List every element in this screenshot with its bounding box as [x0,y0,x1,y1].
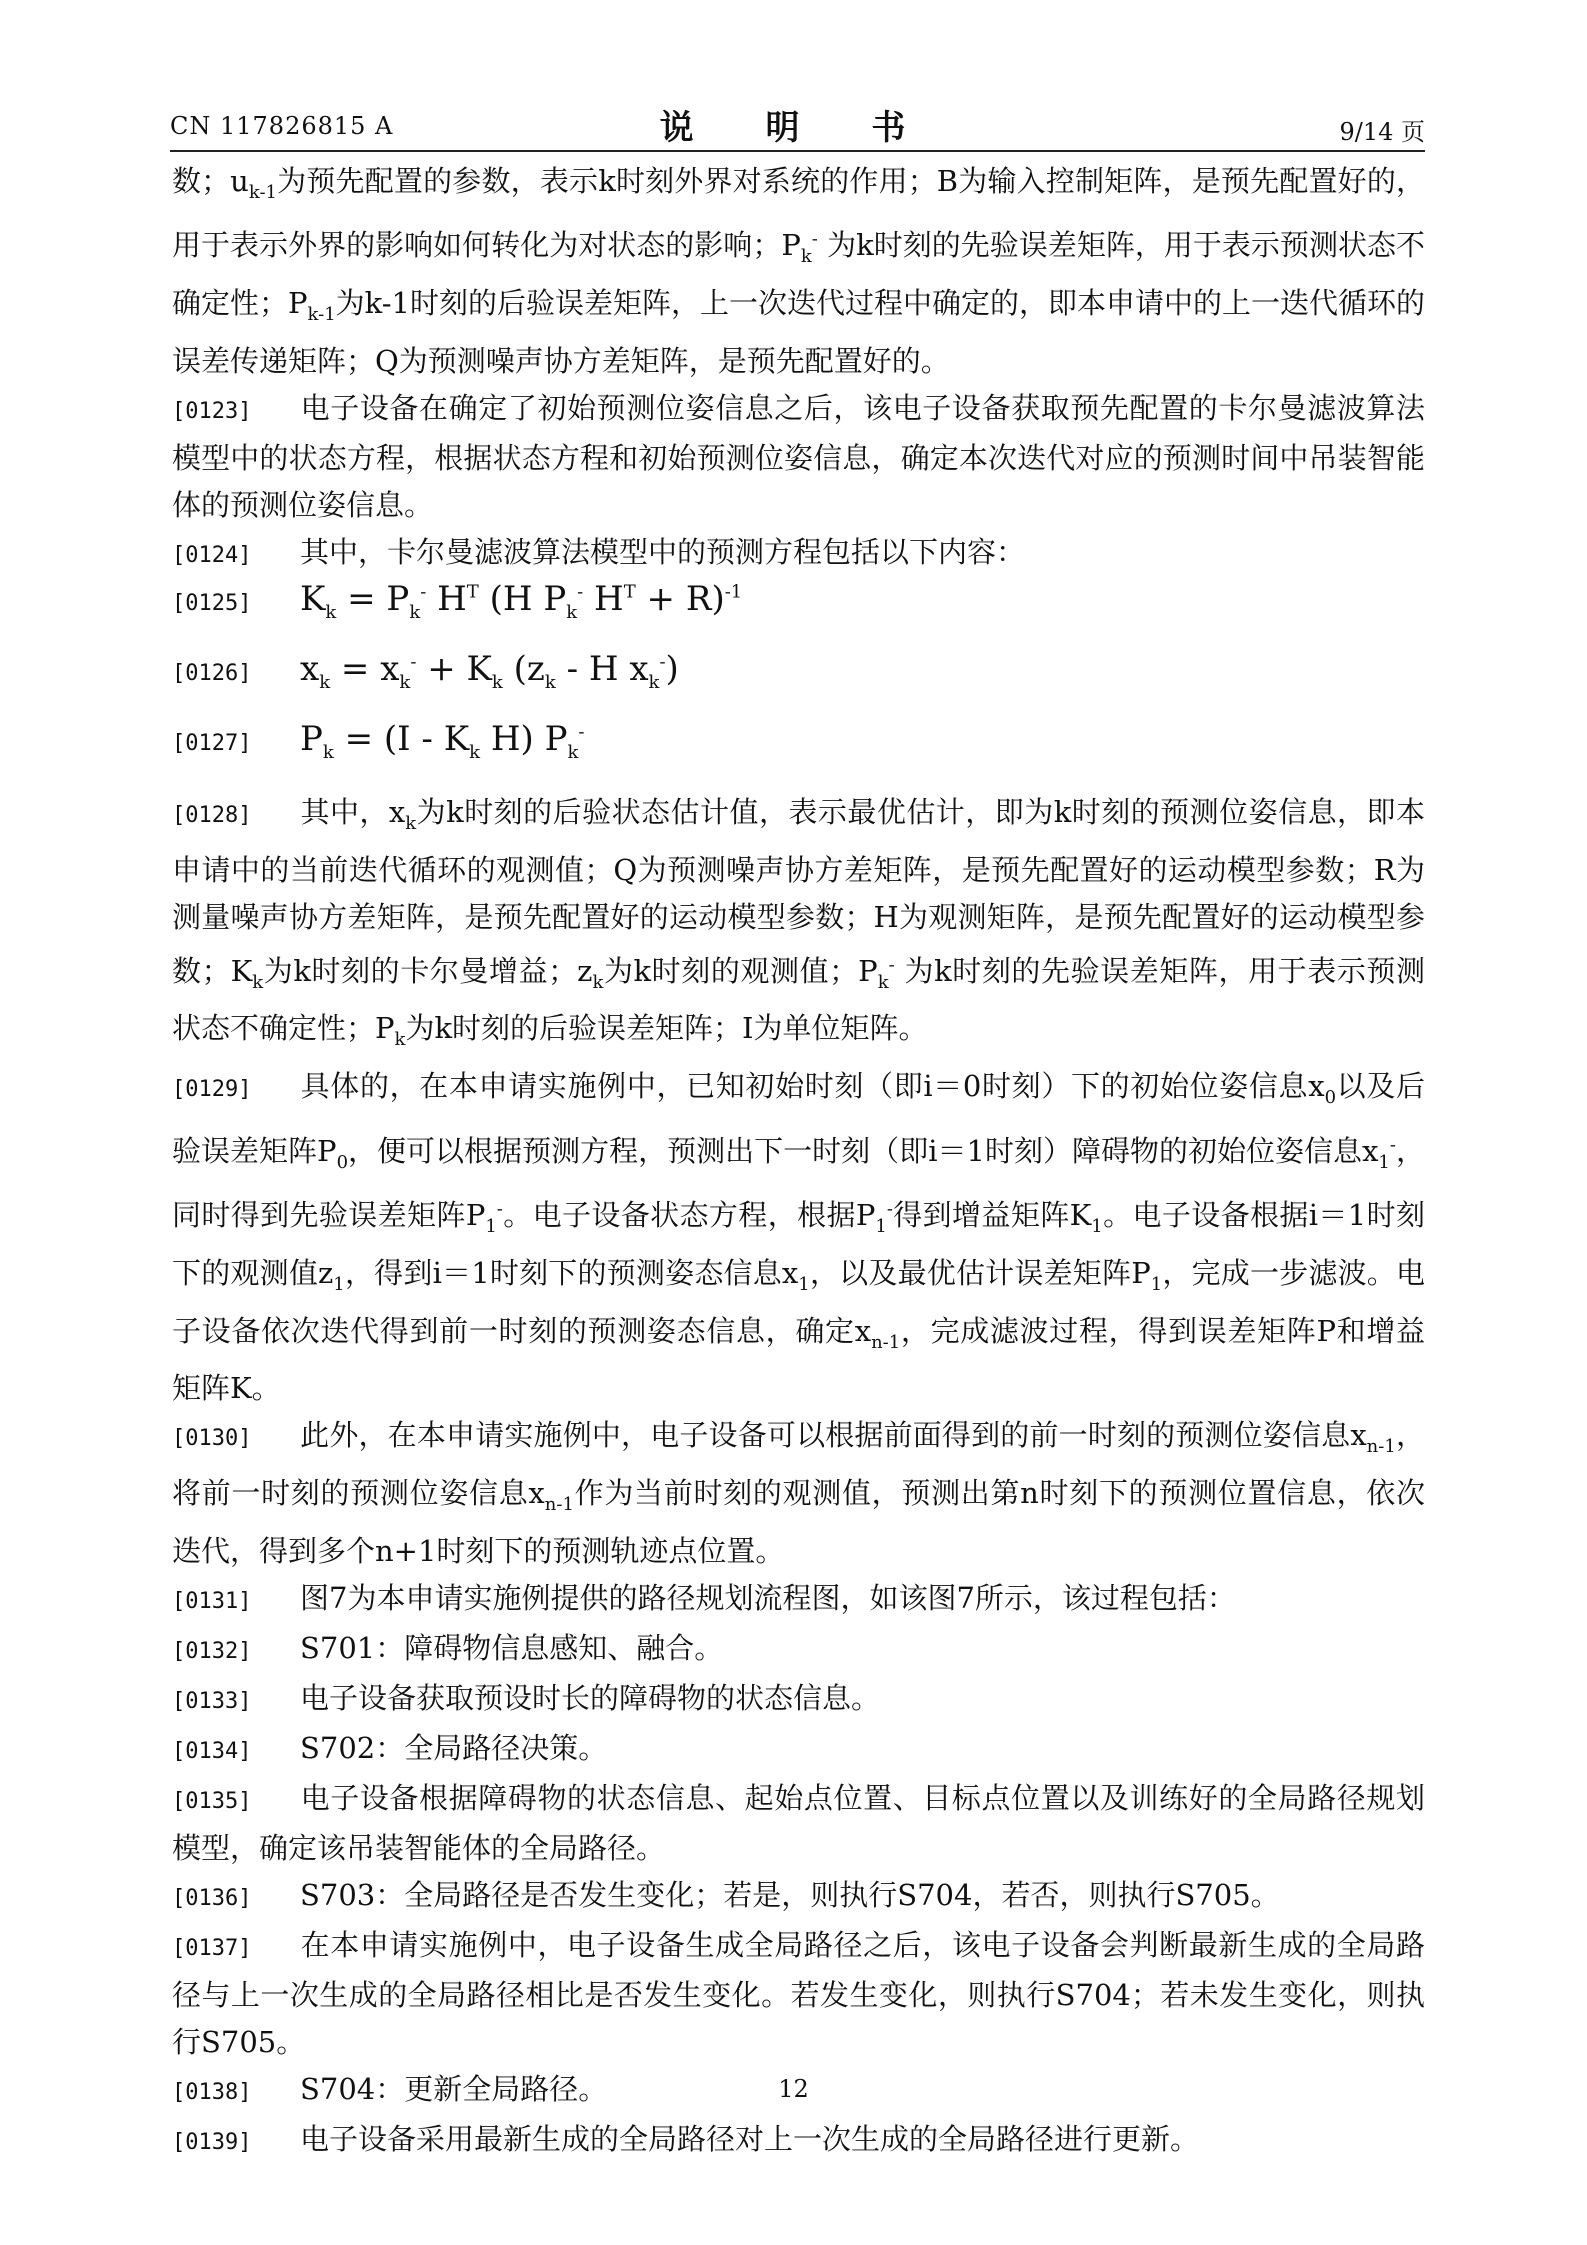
paragraph [172,1775,1425,1872]
paragraph-number: [0134] [172,1738,252,1764]
paragraph-number: [0130] [172,1426,252,1452]
paragraph-number: [0139] [172,2129,252,2155]
paragraph-text: S701：障碍物信息感知、融合。 [300,1630,724,1665]
paragraph-text: 其中，卡尔曼滤波算法模型中的预测方程包括以下内容： [300,535,1026,570]
paragraph-number: [0132] [172,1638,252,1664]
paragraph-text: 其中，$x_k$为k时刻的后验状态估计值，表示最优估计，即为k时刻的预测位姿信息，即本申请中的当前迭代循环的观测值；Q为预测噪声协方差矩阵，是预先配置好的运动模型参数；R为测量噪声协方差矩阵，是预先配置好的运动模型参数；H为观测矩阵，是预先配置好的运动模型参数；$K_k$为k时刻的卡尔曼增益；$z_k$为k时刻的观测值；$P_k^-$ 为k时刻的先验误差矩阵，用于表示预测状态不确定性；$P_k$为k时刻的后验误差矩阵；I为单位矩阵。 [172,795,1425,1051]
paragraph-number: [0125] [172,591,252,617]
equation: $P_k = (I - K_k$ H) $P_k^-$ [300,719,585,763]
paragraph-text: 电子设备获取预设时长的障碍物的状态信息。 [300,1680,881,1715]
paragraph-number: [0133] [172,1688,252,1714]
paragraph [172,789,1425,1063]
paragraph [172,385,1425,529]
paragraph-text: 电子设备采用最新生成的全局路径对上一次生成的全局路径进行更新。 [300,2121,1200,2156]
paragraph-text: 电子设备根据障碍物的状态信息、起始点位置、目标点位置以及训练好的全局路径规划模型，确定该吊装智能体的全局路径。 [172,1780,1425,1865]
equation: $x_k = x_k^- + K_k$ ($z_k$ - H $x_k^-$) [300,649,679,693]
paragraph [172,1725,1425,1775]
paragraph-text: 在本申请实施例中，电子设备生成全局路径之后，该电子设备会判断最新生成的全局路径与上一次生成的全局路径相比是否发生变化。若发生变化，则执行S704；若未发生变化，则执行S705。 [172,1927,1425,2059]
document-title: 说 明 书 [659,108,936,148]
page-header [170,100,1425,150]
paragraph-number: [0136] [172,1885,252,1911]
paragraph-text: S703：全局路径是否发生变化；若是，则执行S704，若否，则执行S705。 [300,1877,1280,1912]
paragraph-number: [0127] [172,731,252,757]
paragraph-number: [0131] [172,1588,252,1614]
paragraph-text: 数；$u_{k-1}$为预先配置的参数，表示k时刻外界对系统的作用；B为输入控制矩阵，是预先配置好的，用于表示外界的影响如何转化为对状态的影响；$P_k^-$ 为k时刻的先验误差矩阵，用于表示预测状态不确定性；$P_{k-1}$为k-1时刻的后验误差矩阵，上一次迭代过程中确定的，即本申请中的上一迭代循环的误差传递矩阵；Q为预测噪声协方差矩阵，是预先配置好的。 [172,164,1425,379]
document-body [172,158,1425,2166]
paragraph-text: 此外，在本申请实施例中，电子设备可以根据前面得到的前一时刻的预测位姿信息$x_{n-1}$，将前一时刻的预测位姿信息$x_{n-1}$作为当前时刻的观测值，预测出第n时刻下的预测位置信息，依次迭代，得到多个n+1时刻下的预测轨迹点位置。 [172,1418,1425,1568]
paragraph [172,1412,1425,1575]
paragraph [172,1575,1425,1625]
paragraph [172,1063,1425,1412]
paragraph [172,1872,1425,1922]
paragraph-text: 具体的，在本申请实施例中，已知初始时刻（即i＝0时刻）下的初始位姿信息$x_0$以及后验误差矩阵$P_0$，便可以根据预测方程，预测出下一时刻（即i＝1时刻）障碍物的初始位姿信息$x_1^-$，同时得到先验误差矩阵$P_1^-$。电子设备状态方程，根据$P_1^-$得到增益矩阵$K_1$。电子设备根据i＝1时刻下的观测值$z_1$，得到i＝1时刻下的预测姿态信息$x_1$，以及最优估计误差矩阵$P_1$，完成一步滤波。电子设备依次迭代得到前一时刻的预测姿态信息，确定$x_{n-1}$，完成滤波过程，得到误差矩阵P和增益矩阵K。 [172,1069,1426,1406]
paragraph-text: S704：更新全局路径。 [300,2071,608,2106]
paragraph [172,158,1425,385]
equation-row [172,719,1425,789]
page-info: 9/14 页 [1339,118,1425,146]
document-id: CN 117826815 A [170,112,394,140]
equation: $K_k = P_k^-$ $H^T$ (H $P_k^-$ $H^T + R)^{-1}$ [300,579,743,623]
paragraph-number: [0126] [172,661,252,687]
paragraph-text: 电子设备在确定了初始预测位姿信息之后，该电子设备获取预先配置的卡尔曼滤波算法模型中的状态方程，根据状态方程和初始预测位姿信息，确定本次迭代对应的预测时间中吊装智能体的预测位姿信息。 [172,391,1425,523]
paragraph-number: [0128] [172,803,252,829]
header-rule [170,150,1425,152]
paragraph-number: [0124] [172,543,252,569]
paragraph-number: [0135] [172,1788,252,1814]
paragraph-number: [0129] [172,1077,252,1103]
paragraph-number: [0138] [172,2079,252,2105]
paragraph [172,529,1425,579]
page-number: 12 [778,2075,809,2103]
paragraph-text: S702：全局路径决策。 [300,1730,608,1765]
paragraph [172,1625,1425,1675]
paragraph-text: 图7为本申请实施例提供的路径规划流程图，如该图7所示，该过程包括： [300,1580,1236,1615]
paragraph [172,1922,1425,2066]
paragraph [172,1675,1425,1725]
paragraph-number: [0123] [172,399,252,425]
equation-row [172,649,1425,719]
paragraph-number: [0137] [172,1935,252,1961]
paragraph [172,2116,1425,2166]
equation-row [172,579,1425,649]
